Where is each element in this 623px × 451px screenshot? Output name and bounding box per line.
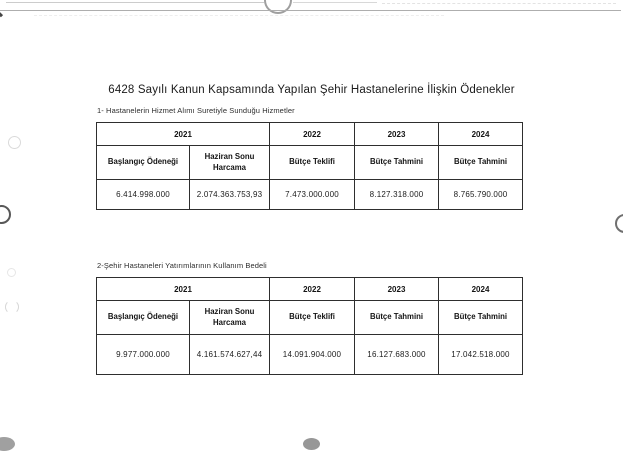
year-header-2023: 2023 (355, 278, 439, 301)
year-header-2021: 2021 (97, 123, 270, 146)
table-kullanim-bedeli (96, 277, 523, 375)
column-header: Bütçe Teklifi (270, 146, 355, 180)
binder-ring-left (0, 205, 11, 224)
table-row (97, 335, 523, 375)
scan-edge-line (6, 2, 264, 3)
column-header: Bütçe Tahmini (439, 301, 523, 335)
scan-blob-bottom-center (303, 438, 320, 450)
section-kullanim-bedeli (96, 261, 523, 375)
section-1-label: 1- Hastanelerin Hizmet Alımı Suretiyle Sunduğu Hizmetler (97, 106, 295, 115)
column-header: Bütçe Tahmini (439, 146, 523, 180)
table-hizmet-alimi (96, 122, 523, 210)
table-row (97, 123, 523, 146)
value-cell: 9.977.000.000 (97, 335, 190, 375)
value-cell: 2.074.363.753,93 (190, 180, 270, 210)
column-header: Başlangıç Ödeneği (97, 301, 190, 335)
column-header: Bütçe Tahmini (355, 146, 439, 180)
column-header: Haziran Sonu Harcama (190, 301, 270, 335)
section-2-label: 2-Şehir Hastaneleri Yatırımlarının Kullanım Bedeli (97, 261, 267, 270)
binder-ring-right (615, 214, 623, 233)
column-header: Haziran Sonu Harcama (190, 146, 270, 180)
year-header-2024: 2024 (439, 123, 523, 146)
page-top-edge-line (0, 10, 621, 11)
year-header-2023: 2023 (355, 123, 439, 146)
column-header: Bütçe Tahmini (355, 301, 439, 335)
value-cell: 8.765.790.000 (439, 180, 523, 210)
column-header: Bütçe Teklifi (270, 301, 355, 335)
scan-smudge-left (5, 300, 19, 314)
value-cell: 7.473.000.000 (270, 180, 355, 210)
document-title: 6428 Sayılı Kanun Kapsamında Yapılan Şehir Hastanelerine İlişkin Ödenekler (108, 84, 515, 96)
value-cell: 4.161.574.627,44 (190, 335, 270, 375)
value-cell: 8.127.318.000 (355, 180, 439, 210)
table-row (97, 278, 523, 301)
scan-smudge-left (7, 268, 16, 277)
value-cell: 16.127.683.000 (355, 335, 439, 375)
scan-noise-line (382, 3, 616, 4)
year-header-2024: 2024 (439, 278, 523, 301)
scan-blob-bottom-left (0, 437, 15, 451)
scan-noise-line (34, 15, 444, 16)
value-cell: 17.042.518.000 (439, 335, 523, 375)
table-row (97, 180, 523, 210)
hole-punch-ring-left (8, 136, 21, 149)
year-header-2022: 2022 (270, 123, 355, 146)
hole-punch-top (264, 0, 292, 14)
page-corner-fold-mark (0, 0, 16, 17)
value-cell: 14.091.904.000 (270, 335, 355, 375)
scan-edge-line (293, 2, 377, 3)
table-row (97, 301, 523, 335)
section-hizmet-alimi (96, 106, 523, 210)
column-header: Başlangıç Ödeneği (97, 146, 190, 180)
table-row (97, 146, 523, 180)
year-header-2022: 2022 (270, 278, 355, 301)
value-cell: 6.414.998.000 (97, 180, 190, 210)
year-header-2021: 2021 (97, 278, 270, 301)
